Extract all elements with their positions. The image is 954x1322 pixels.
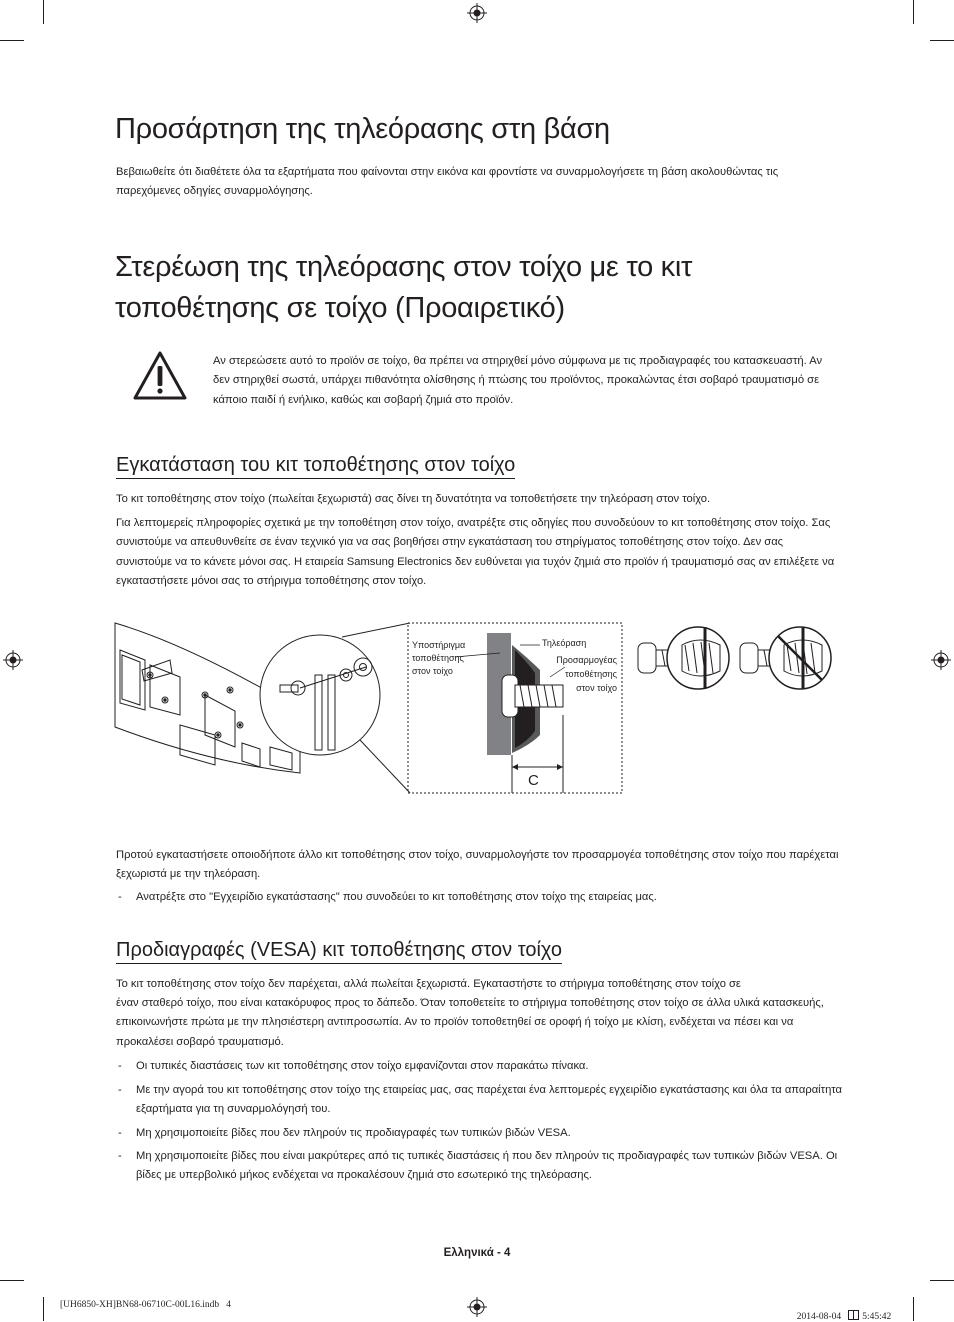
bullet-text: Ανατρέξτε στο "Εγχειρίδιο εγκατάστασης" που συνοδεύει το κιτ τοποθέτησης στον τοίχο της εταιρείας μας. [136,891,657,903]
footer-date [792,1300,891,1322]
bullet-text: Μη χρησιμοποιείτε βίδες που είναι μακρύτερες από τις τυπικές διαστάσεις ή που δεν πληρούν τις προδιαγραφές των τυπικών βιδών VESA. Οι βίδες με υπερβολικό μήκος ενδέχεται να προκαλέσουν ζημιά στο εσωτερικό της τηλεόρασης. [136,1150,838,1182]
registration-mark-icon [931,650,951,670]
incorrect-screw-icon [740,627,831,689]
install-kit-para1: Το κιτ τοποθέτησης στον τοίχο (πωλείται ξεχωριστά) σας δίνει τη δυνατότητα να τοποθετήσετε την τηλεόραση στον τοίχο. [116,493,711,505]
bullet-dash: - [118,1127,122,1139]
crop-mark [913,1297,914,1321]
crop-mark [43,0,44,24]
stand-intro-text: Βεβαιωθείτε ότι διαθέτετε όλα τα εξαρτήματα που φαίνονται στην εικόνα και φροντίστε να συναρμολογήσετε τη βάση ακολουθώντας τις παρεχόμενες οδηγίες συναρμολόγησης. [116,166,779,198]
label-wall-bracket-3: στον τοίχο [412,666,453,676]
wall-mount-diagram [110,615,840,800]
warning-triangle-icon [132,350,188,402]
install-kit-bullet [116,888,856,907]
crop-mark [913,0,914,24]
label-wall-bracket-1: Υποστήριγμα [412,640,466,650]
registration-mark-icon [467,3,487,23]
footer-time: 5:45:42 [862,1312,892,1322]
bullet-dash: - [118,1084,122,1096]
section-title-stand: Προσάρτηση της τηλεόρασης στη βάση [115,113,610,145]
crop-mark [0,1280,24,1281]
install-kit-para2: Για λεπτομερείς πληροφορίες σχετικά με την τοποθέτηση στον τοίχο, ανατρέξτε στις οδηγίες που συνοδεύουν το κιτ τοποθέτησης στον τοίχο. Σας συνιστούμε να απευθυνθείτε σε έναν τεχνικό για να σας βοηθήσει στην εγκατάσταση του στηρίγματος τοποθέτησης στον τοίχο. Δεν σας συνιστούμε να το κάνετε μόνοι σας. Η εταιρεία Samsung Electronics δεν ευθύνεται για τυχόν ζημιά στο προϊόν ή τραυματισμό σας αν επιλέξετε να εγκαταστήσετε μόνοι σας το στήριγμα τοποθέτησης στον τοίχο. [116,517,835,587]
bullet-dash: - [118,891,122,903]
footer-date-text: 2014-08-04 [796,1312,849,1322]
registration-mark-icon [467,1297,487,1317]
vesa-para1-line1: Το κιτ τοποθέτησης στον τοίχο δεν παρέχεται, αλλά πωλείται ξεχωριστά. Εγκαταστήστε το στήριγμα τοποθέτησης στον τοίχο σε [116,978,741,990]
section-title-wall-mount-line1: Στερέωση της τηλεόρασης στον τοίχο με το κιτ [115,251,693,283]
label-dimension-c: C [528,772,539,789]
footer-file-name: [UH6850-XH]BN68-06710C-00L16.indb 4 [60,1300,231,1310]
correct-screw-icon [638,627,729,689]
cross-section-illustration [455,633,565,793]
install-kit-para3: Προτού εγκαταστήσετε οποιοδήποτε άλλο κιτ τοποθέτησης στον τοίχο, συναρμολογήστε τον προσαρμογέα τοποθέτησης στον τοίχο που παρέχεται ξεχωριστά με την τηλεόραση. [116,849,839,881]
label-adapter-1: Προσαρμογέας [556,655,617,665]
crop-mark [930,1280,954,1281]
vesa-bullet-4 [116,1147,856,1186]
vesa-bullet-2 [116,1081,856,1120]
vesa-bullet-3 [116,1124,856,1143]
page-number: Ελληνικά - 4 [443,1247,511,1259]
registration-mark-icon [3,650,23,670]
wall-mount-warning-text: Αν στερεώσετε αυτό το προϊόν σε τοίχο, θα πρέπει να στηριχθεί μόνο σύμφωνα με τις προδιαγραφές του κατασκευαστή. Αν δεν στηριχθεί σωστά, υπάρχει πιθανότητα ολίσθησης ή πτώσης του προϊόντος, προκαλώντας έτσι σοβαρό τραυματισμό σε κάποιο παιδί ή ενήλικο, καθώς και σοβαρή ζημιά στο προϊόν. [213,355,823,406]
bullet-dash: - [118,1060,122,1072]
crop-mark [0,40,24,41]
section-title-wall-mount-line2: τοποθέτησης σε τοίχο (Προαιρετικό) [115,292,565,324]
vesa-para1-rest: έναν σταθερό τοίχο, που είναι κατακόρυφος προς το δάπεδο. Όταν τοποθετείτε το στήριγμα τοποθέτησης στον τοίχο σε άλλα υλικά κατασκευής, επικοινωνήστε πρώτα με την πλησιέστερη αντιπροσωπία. Αν το προϊόν τοποθετηθεί σε οροφή ή τοίχο με κλίση, ενδέχεται να πέσει και να προκαλέσει σοβαρό τραυματισμό. [116,997,824,1048]
section-title-vesa: Προδιαγραφές (VESA) κιτ τοποθέτησης στον τοίχο [116,939,562,964]
label-wall-bracket-2: τοποθέτησης [412,653,464,663]
crop-mark [43,1297,44,1321]
label-adapter-3: στον τοίχο [576,683,617,693]
bullet-dash: - [118,1150,122,1162]
label-adapter-2: τοποθέτησης [565,669,617,679]
bullet-text: Μη χρησιμοποιείτε βίδες που δεν πληρούν τις προδιαγραφές των τυπικών βιδών VESA. [136,1127,571,1139]
bullet-text: Οι τυπικές διαστάσεις των κιτ τοποθέτησης στον τοίχο εμφανίζονται στον παρακάτω πίνακα. [136,1060,589,1072]
label-tv: Τηλεόραση [542,638,587,648]
section-title-install-kit: Εγκατάσταση του κιτ τοποθέτησης στον τοίχο [116,454,515,479]
clock-icon [848,1310,859,1320]
vesa-bullet-1 [116,1057,856,1076]
bullet-text: Με την αγορά του κιτ τοποθέτησης στον τοίχο της εταιρείας μας, σας παρέχεται ένα λεπτομερές εγχειρίδιο εγκατάστασης και όλα τα απαραίτητα εξαρτήματα για τη συναρμολόγησή του. [136,1084,843,1116]
crop-mark [930,40,954,41]
